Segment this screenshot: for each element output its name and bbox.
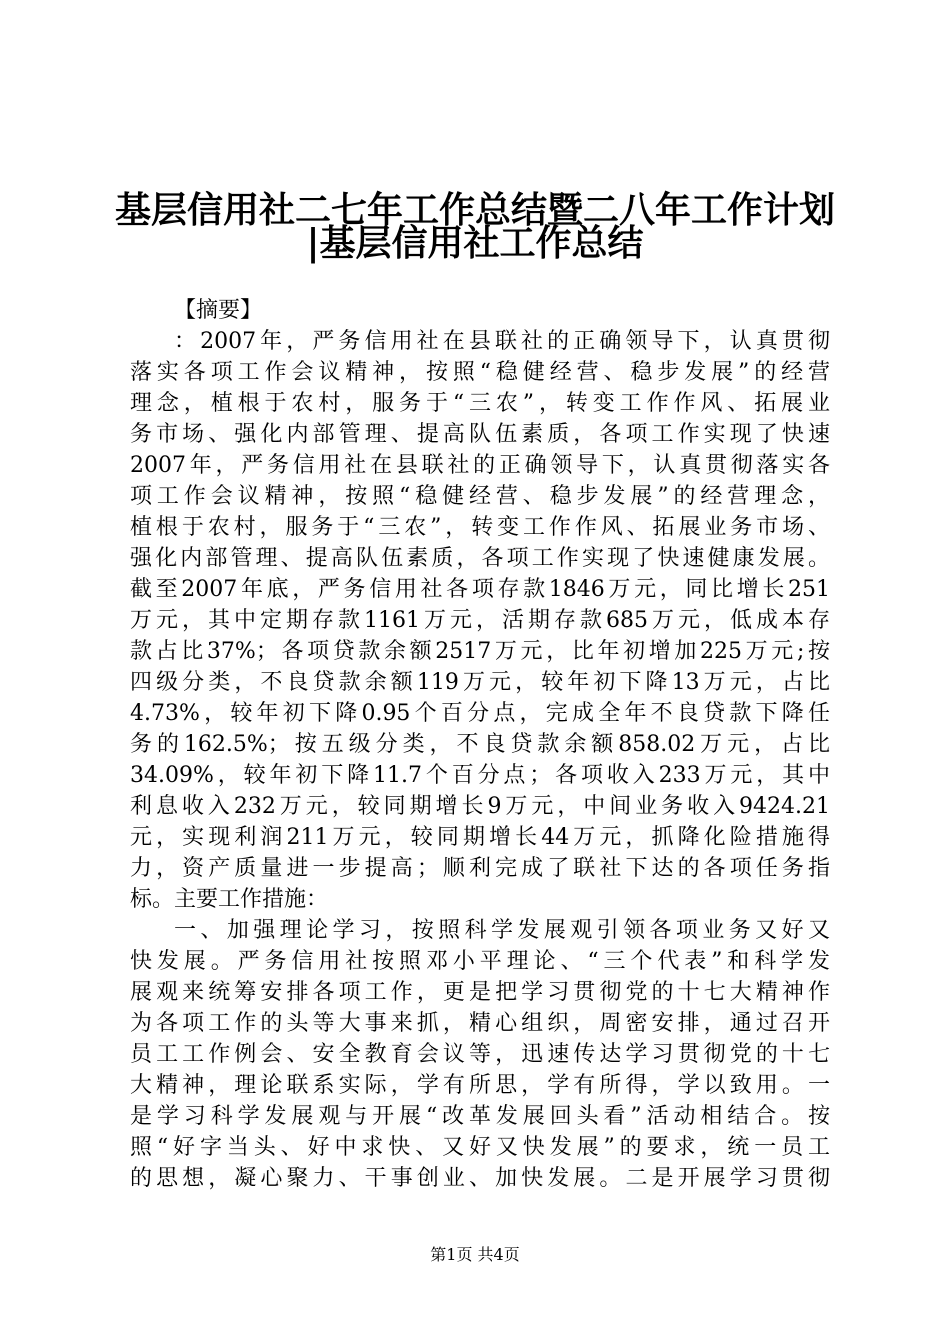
paragraph-line: 务市场、强化内部管理、提高队伍素质，各项工作实现了快速 [130, 422, 830, 447]
paragraph-line: 植根于农村，服务于“三农”，转变工作作风、拓展业务市场、 [130, 515, 830, 540]
paragraph-line: 落实各项工作会议精神，按照“稳健经营、稳步发展”的经营 [130, 360, 830, 385]
paragraph-line: 快发展。严务信用社按照邓小平理论、“三个代表”和科学发 [130, 949, 830, 974]
paragraph-line: 大精神，理论联系实际，学有所思，学有所得，学以致用。一 [130, 1073, 830, 1098]
paragraph-line: 四级分类，不良贷款余额119万元，较年初下降13万元，占比 [130, 670, 830, 695]
document-title-line-1: 基层信用社二七年工作总结暨二八年工作计划 [114, 189, 835, 231]
paragraph-line: 34.09%，较年初下降11.7个百分点；各项收入233万元，其中 [130, 763, 830, 788]
document-body [130, 295, 830, 1194]
paragraph-line: 员工工作例会、安全教育会议等，迅速传达学习贯彻党的十七 [130, 1042, 830, 1067]
paragraph-line: 利息收入232万元，较同期增长9万元，中间业务收入9424.21 [130, 794, 830, 819]
paragraph-line: 是学习科学发展观与开展“改革发展回头看”活动相结合。按 [130, 1104, 830, 1129]
paragraph-line: 展观来统筹安排各项工作，更是把学习贯彻党的十七大精神作 [130, 980, 830, 1005]
paragraph-line: ：2007年，严务信用社在县联社的正确领导下，认真贯彻 [174, 329, 830, 354]
paragraph-line: 款占比37%；各项贷款余额2517万元，比年初增加225万元;按 [130, 639, 830, 664]
document-title-line-2: |基层信用社工作总结 [306, 222, 644, 264]
paragraph-line: 的思想，凝心聚力、干事创业、加快发展。二是开展学习贯彻 [130, 1166, 830, 1191]
paragraph-line: 万元，其中定期存款1161万元，活期存款685万元，低成本存 [130, 608, 830, 633]
paragraph-line: 一、加强理论学习，按照科学发展观引领各项业务又好又 [174, 918, 830, 943]
page-number-footer: 第1页 共4页 [430, 1245, 520, 1264]
paragraph-line: 标。主要工作措施： [130, 887, 329, 912]
paragraph-line: 强化内部管理、提高队伍素质，各项工作实现了快速健康发展。 [130, 546, 830, 571]
paragraph-line: 2007年，严务信用社在县联社的正确领导下，认真贯彻落实各 [130, 453, 830, 478]
paragraph-line: 务的162.5%；按五级分类，不良贷款余额858.02万元，占比 [130, 732, 830, 757]
paragraph-line: 照“好字当头、好中求快、又好又快发展”的要求，统一员工 [130, 1135, 830, 1160]
paragraph-line: 项工作会议精神，按照“稳健经营、稳步发展”的经营理念， [130, 484, 830, 509]
paragraph-line: 截至2007年底，严务信用社各项存款1846万元，同比增长251 [130, 577, 830, 602]
paragraph-line: 力，资产质量进一步提高；顺利完成了联社下达的各项任务指 [130, 856, 830, 881]
paragraph-line: 4.73%，较年初下降0.95个百分点，完成全年不良贷款下降任 [130, 701, 830, 726]
paragraph-line: 为各项工作的头等大事来抓，精心组织，周密安排，通过召开 [130, 1011, 830, 1036]
paragraph-line: 元，实现利润211万元，较同期增长44万元，抓降化险措施得 [130, 825, 830, 850]
abstract-label: 【摘要】 [174, 298, 263, 323]
paragraph-line: 理念，植根于农村，服务于“三农”，转变工作作风、拓展业 [130, 391, 830, 416]
